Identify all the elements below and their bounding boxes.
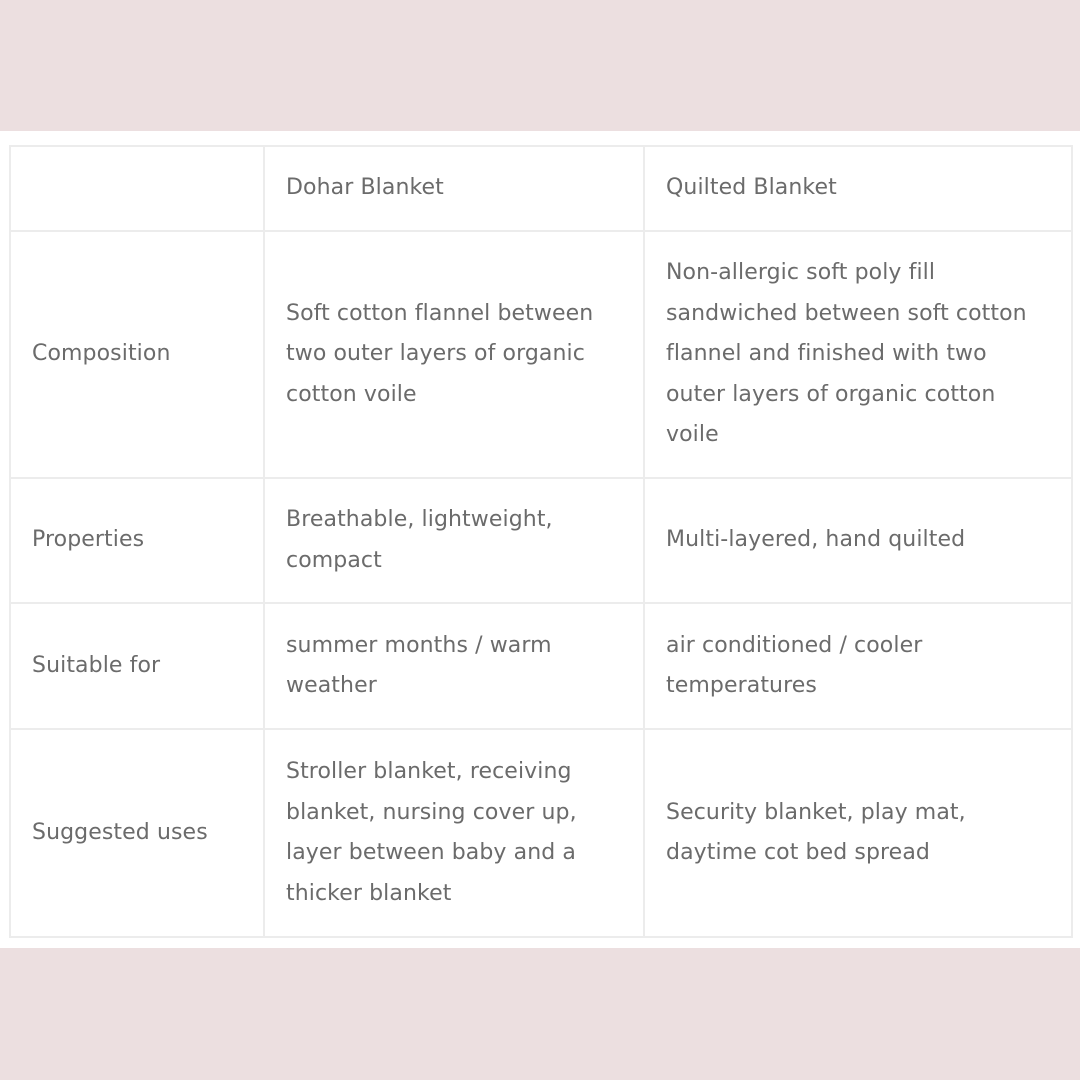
row-label-properties: Properties (10, 478, 264, 603)
header-empty-cell (10, 146, 264, 231)
cell-dohar-composition: Soft cotton flannel between two outer layers of organic cotton voile (264, 231, 644, 478)
cell-dohar-suggested-uses: Stroller blanket, receiving blanket, nursing cover up, layer between baby and a thicker blanket (264, 729, 644, 937)
table-header-row (10, 146, 1072, 231)
cell-quilted-composition: Non-allergic soft poly fill sandwiched between soft cotton flannel and finished with two outer layers of organic cotton voile (644, 231, 1072, 478)
cell-quilted-suitable-for: air conditioned / cooler temperatures (644, 603, 1072, 729)
header-quilted-blanket: Quilted Blanket (644, 146, 1072, 231)
table-row-suggested-uses (10, 729, 1072, 937)
comparison-sheet (0, 131, 1080, 948)
cell-quilted-properties: Multi-layered, hand quilted (644, 478, 1072, 603)
row-label-suitable-for: Suitable for (10, 603, 264, 729)
table-row-suitable-for (10, 603, 1072, 729)
row-label-suggested-uses: Suggested uses (10, 729, 264, 937)
blanket-comparison-table (9, 145, 1073, 938)
header-dohar-blanket: Dohar Blanket (264, 146, 644, 231)
cell-dohar-properties: Breathable, lightweight, compact (264, 478, 644, 603)
row-label-composition: Composition (10, 231, 264, 478)
cell-quilted-suggested-uses: Security blanket, play mat, daytime cot bed spread (644, 729, 1072, 937)
table-row-properties (10, 478, 1072, 603)
cell-dohar-suitable-for: summer months / warm weather (264, 603, 644, 729)
table-row-composition (10, 231, 1072, 478)
